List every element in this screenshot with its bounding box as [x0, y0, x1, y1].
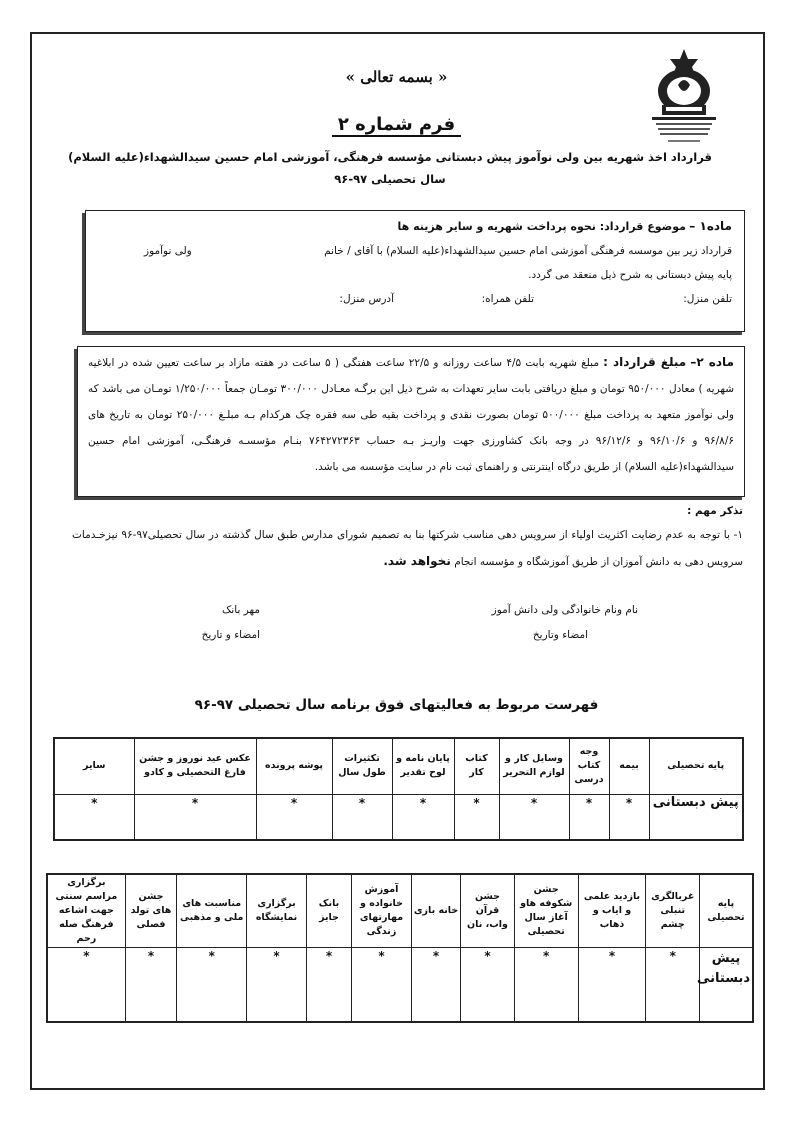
- table1-mark: *: [332, 794, 392, 840]
- table2-row-label: پیش دبستانی: [699, 948, 753, 1022]
- article1-line1: قرارداد زیر بین موسسه فرهنگی آموزشی امام حسین سیدالشهداء(علیه السلام) با آقای / خانم: [324, 245, 732, 257]
- table2-mark: *: [306, 948, 351, 1022]
- article1-title: موضوع قرارداد: نحوه پرداخت شهریه و سایر هزینه ها: [397, 220, 686, 233]
- table2-header: جشن های تولد فصلی: [125, 874, 176, 948]
- table2-mark: *: [247, 948, 307, 1022]
- article1-label: ماده۱ –: [689, 219, 732, 233]
- table1-header: تکثیرات طول سال: [332, 738, 392, 794]
- article1-heading: [398, 219, 732, 233]
- bank-seal-label: مهر بانک: [221, 604, 260, 616]
- table2-header: جشن شکوفه هاو آغاز سال تحصیلی: [514, 874, 578, 948]
- table1-header: عکس عید نوروز و جشن فارغ التحصیلی و کادو: [134, 738, 256, 794]
- table2-header: پایه تحصیلی: [699, 874, 753, 948]
- table2-mark: *: [352, 948, 412, 1022]
- bismillah: « بسمه تعالی »: [345, 68, 448, 86]
- table1-mark: *: [569, 794, 609, 840]
- table2-mark: *: [461, 948, 515, 1022]
- article1-line2: پایه پیش دبستانی به شرح ذیل منعقد می گردد.: [528, 269, 732, 281]
- form-title: [0, 114, 793, 135]
- activities-title: فهرست مربوط به فعالیتهای فوق برنامه سال تحصیلی ۹۷-۹۶: [194, 697, 599, 713]
- table2-header: برگزاری نمایشگاه: [247, 874, 307, 948]
- article2-text: مبلغ شهریه بابت ۴/۵ ساعت روزانه و ۲۲/۵ ساعت هفتگی ( ۵ ساعت در هفته مازاد بر ساعت تعیین شده در ابلاغیه شهریه ) معادل ۹۵۰/۰۰۰ تومان و مبلغ دریافتی بابت سایر تعهدات به شرح ذیل این برگـه معـادل ۳۰۰/۰۰۰ تومـان جمعاً ۱/۲۵۰/۰۰۰ تومـان می باشد که ولی نوآموز متعهد به پرداخت مبلغ ۵۰۰/۰۰۰ تومان بصورت نقدی و پرداخت بقیه طی سه فقره چک هرکدام بـه مبلـغ ۲۵۰/۰۰۰ تومان به تاریخ های ۹۶/۸/۶ و ۹۶/۱۰/۶ و ۹۶/۱۲/۶ در وجه بانک کشاورزی جهت واریـز بـه حساب ۷۶۴۲۷۲۳۶۳ بنـام مؤسسـه فرهنگـی، آموزشی امام حسین سیدالشهداء(علیه السلام) از طریق درگاه اینترنتی و راهنمای ثبت نام در سایت مؤسسه می باشد.: [88, 357, 735, 473]
- table2-mark: *: [646, 948, 700, 1022]
- article2-box: [77, 346, 745, 497]
- notice-paragraph: [72, 522, 743, 575]
- table2-header: بازدید علمی و ایاب و ذهاب: [578, 874, 646, 948]
- table1-header: وجه کتاب درسی: [569, 738, 609, 794]
- table1-row: [54, 794, 743, 840]
- activities-table-2: [46, 873, 754, 1023]
- table1-header: وسایل کار و لوازم التحریر: [499, 738, 569, 794]
- bank-sign-label: امضاء و تاریخ: [201, 629, 260, 641]
- table1-mark: *: [134, 794, 256, 840]
- table1-mark: *: [609, 794, 649, 840]
- table2-header: مناسبت های ملی و مذهبی: [177, 874, 247, 948]
- table2-header: بانک جایز: [306, 874, 351, 948]
- table2-row: [47, 948, 753, 1022]
- phone-mobile-label: تلفن همراه:: [481, 293, 534, 305]
- table1-header: پایان نامه و لوح تقدیر: [392, 738, 454, 794]
- article1-box: [85, 210, 745, 332]
- notice-text: ۱- با توجه به عدم رضایت اکثریت اولیاء از سرویس دهی مناسب شرکتها بنا به تصمیم شورای مدارس طبق سال گذشته در سال تحصیلی۹۷-۹۶ نیزخـدمات سرویس دهی به دانش آموزان از طریق آموزشگاه و مؤسسه انجام: [72, 529, 743, 568]
- parent-name-label: نام ونام خانوادگی ولی دانش آموز: [491, 604, 638, 616]
- table1-mark: *: [54, 794, 134, 840]
- table1-mark: *: [454, 794, 499, 840]
- phone-home-label: تلفن منزل:: [683, 293, 732, 305]
- article2-paragraph: [88, 349, 734, 480]
- article2-label: ماده ۲–: [690, 355, 734, 369]
- table1-mark: *: [499, 794, 569, 840]
- table2-header: برگزاری مراسم سنتی جهت اشاعه فرهنگ صله رحم: [47, 874, 125, 948]
- subtitle-line2: سال تحصیلی ۹۷-۹۶: [334, 172, 446, 186]
- notice-bold-text: نخواهد شد.: [383, 554, 451, 568]
- table1-header: کتاب کار: [454, 738, 499, 794]
- table2-mark: *: [578, 948, 646, 1022]
- table1-header: پوشه پرونده: [256, 738, 332, 794]
- table1-header: بیمه: [609, 738, 649, 794]
- table1-header: پایه تحصیلی: [649, 738, 743, 794]
- table1-header-row: [54, 738, 743, 794]
- notice-title: تذکر مهم :: [687, 505, 743, 517]
- table2-header: آموزش خانواده و مهارتهای زندگی: [352, 874, 412, 948]
- table2-mark: *: [125, 948, 176, 1022]
- table1-mark: *: [392, 794, 454, 840]
- table2-header-row: [47, 874, 753, 948]
- table2-mark: *: [514, 948, 578, 1022]
- table2-header: غربالگری تنبلی چشم: [646, 874, 700, 948]
- table2-header: خانه بازی: [411, 874, 460, 948]
- subtitle-line1: قرارداد اخذ شهریه بین ولی نوآموز پیش دبستانی مؤسسه فرهنگی، آموزشی امام حسین سیدالشهداء(علیه السلام): [68, 150, 712, 164]
- table1-row-label: پیش دبستانی: [649, 794, 743, 840]
- parent-sign-label: امضاء وتاریخ: [532, 629, 588, 641]
- table2-mark: *: [411, 948, 460, 1022]
- activities-table-1: [53, 737, 744, 841]
- table2-mark: *: [177, 948, 247, 1022]
- table1-header: سایر: [54, 738, 134, 794]
- article2-title: مبلغ قرارداد :: [603, 355, 687, 369]
- table2-header: جشن قرآن واب، نان: [461, 874, 515, 948]
- table1-mark: *: [256, 794, 332, 840]
- contract-subtitle: [60, 146, 720, 190]
- form-title-text: فرم شماره ۲: [332, 114, 461, 137]
- table2-mark: *: [47, 948, 125, 1022]
- address-label: آدرس منزل:: [339, 293, 394, 305]
- article1-guardian: ولی نوآموز: [144, 245, 192, 257]
